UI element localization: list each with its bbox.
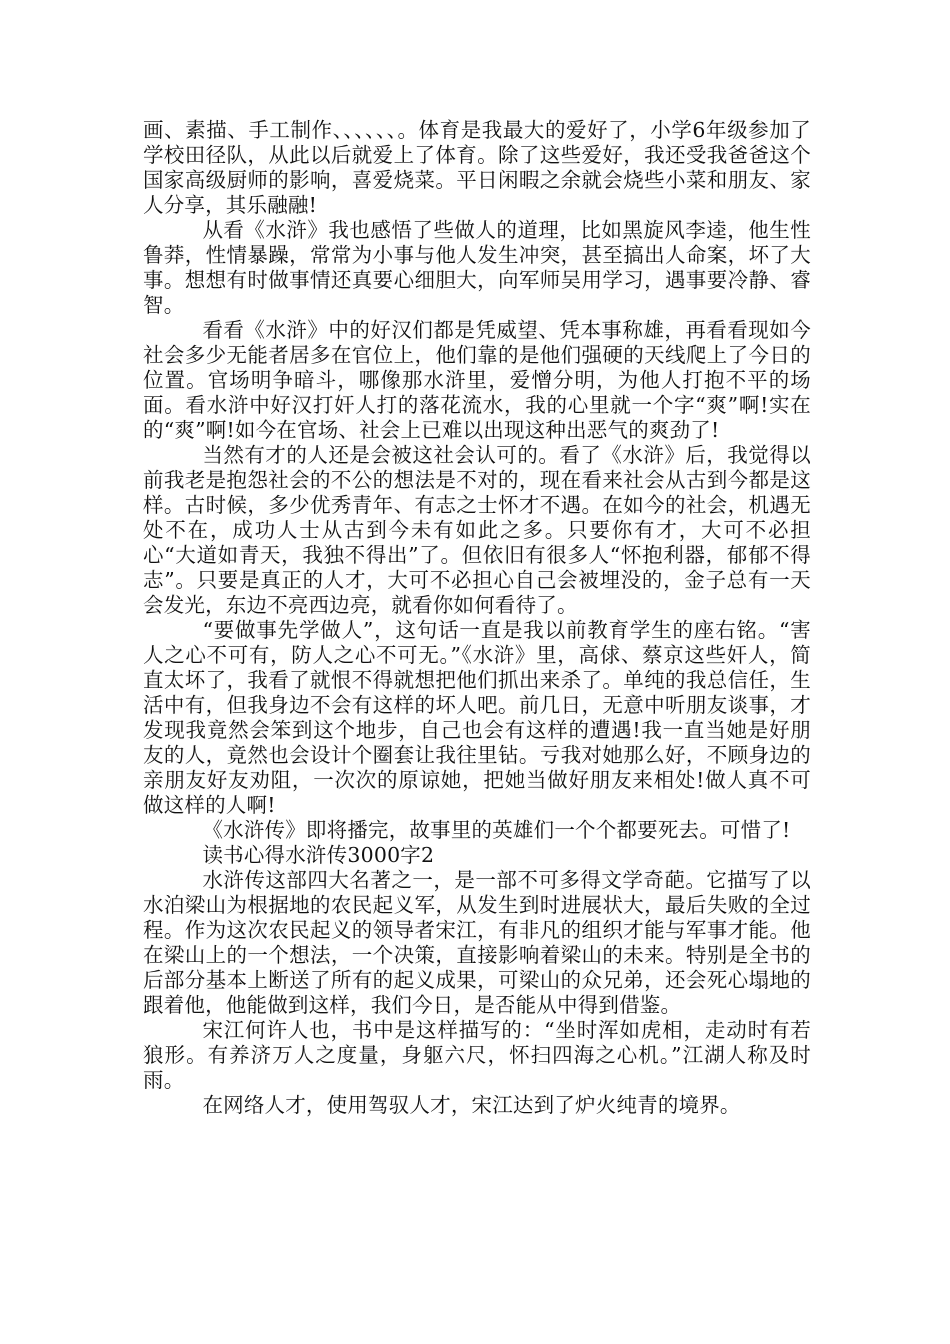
paragraph-7: 水浒传这部四大名著之一，是一部不可多得文学奇葩。它描写了以水泊梁山为根据地的农民起义军，从发生到时进展状大，最后失败的全过程。作为这次农民起义的领导者宋江，有非凡的组织才能与军事才能。他在梁山上的一个想法，一个决策，直接影响着梁山的未来。特别是全书的后部分基本上断送了所有的起义成果，可梁山的众兄弟，还会死心塌地的跟着他，他能做到这样，我们今日，是否能从中得到借鉴。: [143, 868, 811, 1017]
paragraph-8: 宋江何许人也，书中是这样描写的：“坐时浑如虎相，走动时有若狼形。有养济万人之度量，身躯六尺，怀扫四海之心机。”江湖人称及时雨。: [143, 1018, 811, 1092]
section-heading: 读书心得水浒传3000字2: [202, 843, 435, 867]
paragraph-2: 从看《水浒》我也感悟了些做人的道理，比如黑旋风李逵，他生性鲁莽，性情暴躁，常常为小事与他人发生冲突，甚至搞出人命案，坏了大事。想想有时做事情还真要心细胆大，向军师吴用学习，遇事要冷静、睿智。: [143, 218, 811, 317]
document-page: [143, 118, 811, 1118]
paragraph-1: 画、素描、手工制作、、、、、、。体育是我最大的爱好了，小学6年级参加了学校田径队，从此以后就爱上了体育。除了这些爱好，我还受我爸爸这个国家高级厨师的影响，喜爱烧菜。平日闲暇之余就会烧些小菜和朋友、家人分享，其乐融融!: [143, 118, 811, 217]
paragraph-3: 看看《水浒》中的好汉们都是凭威望、凭本事称雄，再看看现如今社会多少无能者居多在官位上，他们靠的是他们强硬的天线爬上了今日的位置。官场明争暗斗，哪像那水浒里，爱憎分明，为他人打抱不平的场面。看水浒中好汉打奸人打的落花流水，我的心里就一个字“爽”啊!实在的“爽”啊!如今在官场、社会上已难以出现这种出恶气的爽劲了!: [143, 318, 811, 442]
paragraph-9: 在网络人才，使用驾驭人才，宋江达到了炉火纯青的境界。: [202, 1093, 741, 1117]
paragraph-4: 当然有才的人还是会被这社会认可的。看了《水浒》后，我觉得以前我老是抱怨社会的不公的想法是不对的，现在看来社会从古到今都是这样。古时候，多少优秀青年、有志之士怀才不遇。在如今的社会，机遇无处不在，成功人士从古到今未有如此之多。只要你有才，大可不必担心“大道如青天，我独不得出”了。但依旧有很多人“怀抱利器，郁郁不得志”。只要是真正的人才，大可不必担心自己会被埋没的，金子总有一天会发光，东边不亮西边亮，就看你如何看待了。: [143, 443, 811, 617]
paragraph-6: 《水浒传》即将播完，故事里的英雄们一个个都要死去。可惜了!: [202, 818, 791, 842]
paragraph-5: “要做事先学做人”，这句话一直是我以前教育学生的座右铭。“害人之心不可有，防人之心不可无。”《水浒》里，高俅、蔡京这些奸人，简直太坏了，我看了就恨不得就想把他们抓出来杀了。单纯的我总信任，生活中有，但我身边不会有这样的坏人吧。前几日，无意中听朋友谈事，才发现我竟然会笨到这个地步，自己也会有这样的遭遇!我一直当她是好朋友的人，竟然也会设计个圈套让我往里钻。亏我对她那么好，不顾身边的亲朋友好友劝阻，一次次的原谅她，把她当做好朋友来相处!做人真不可做这样的人啊!: [143, 618, 811, 817]
